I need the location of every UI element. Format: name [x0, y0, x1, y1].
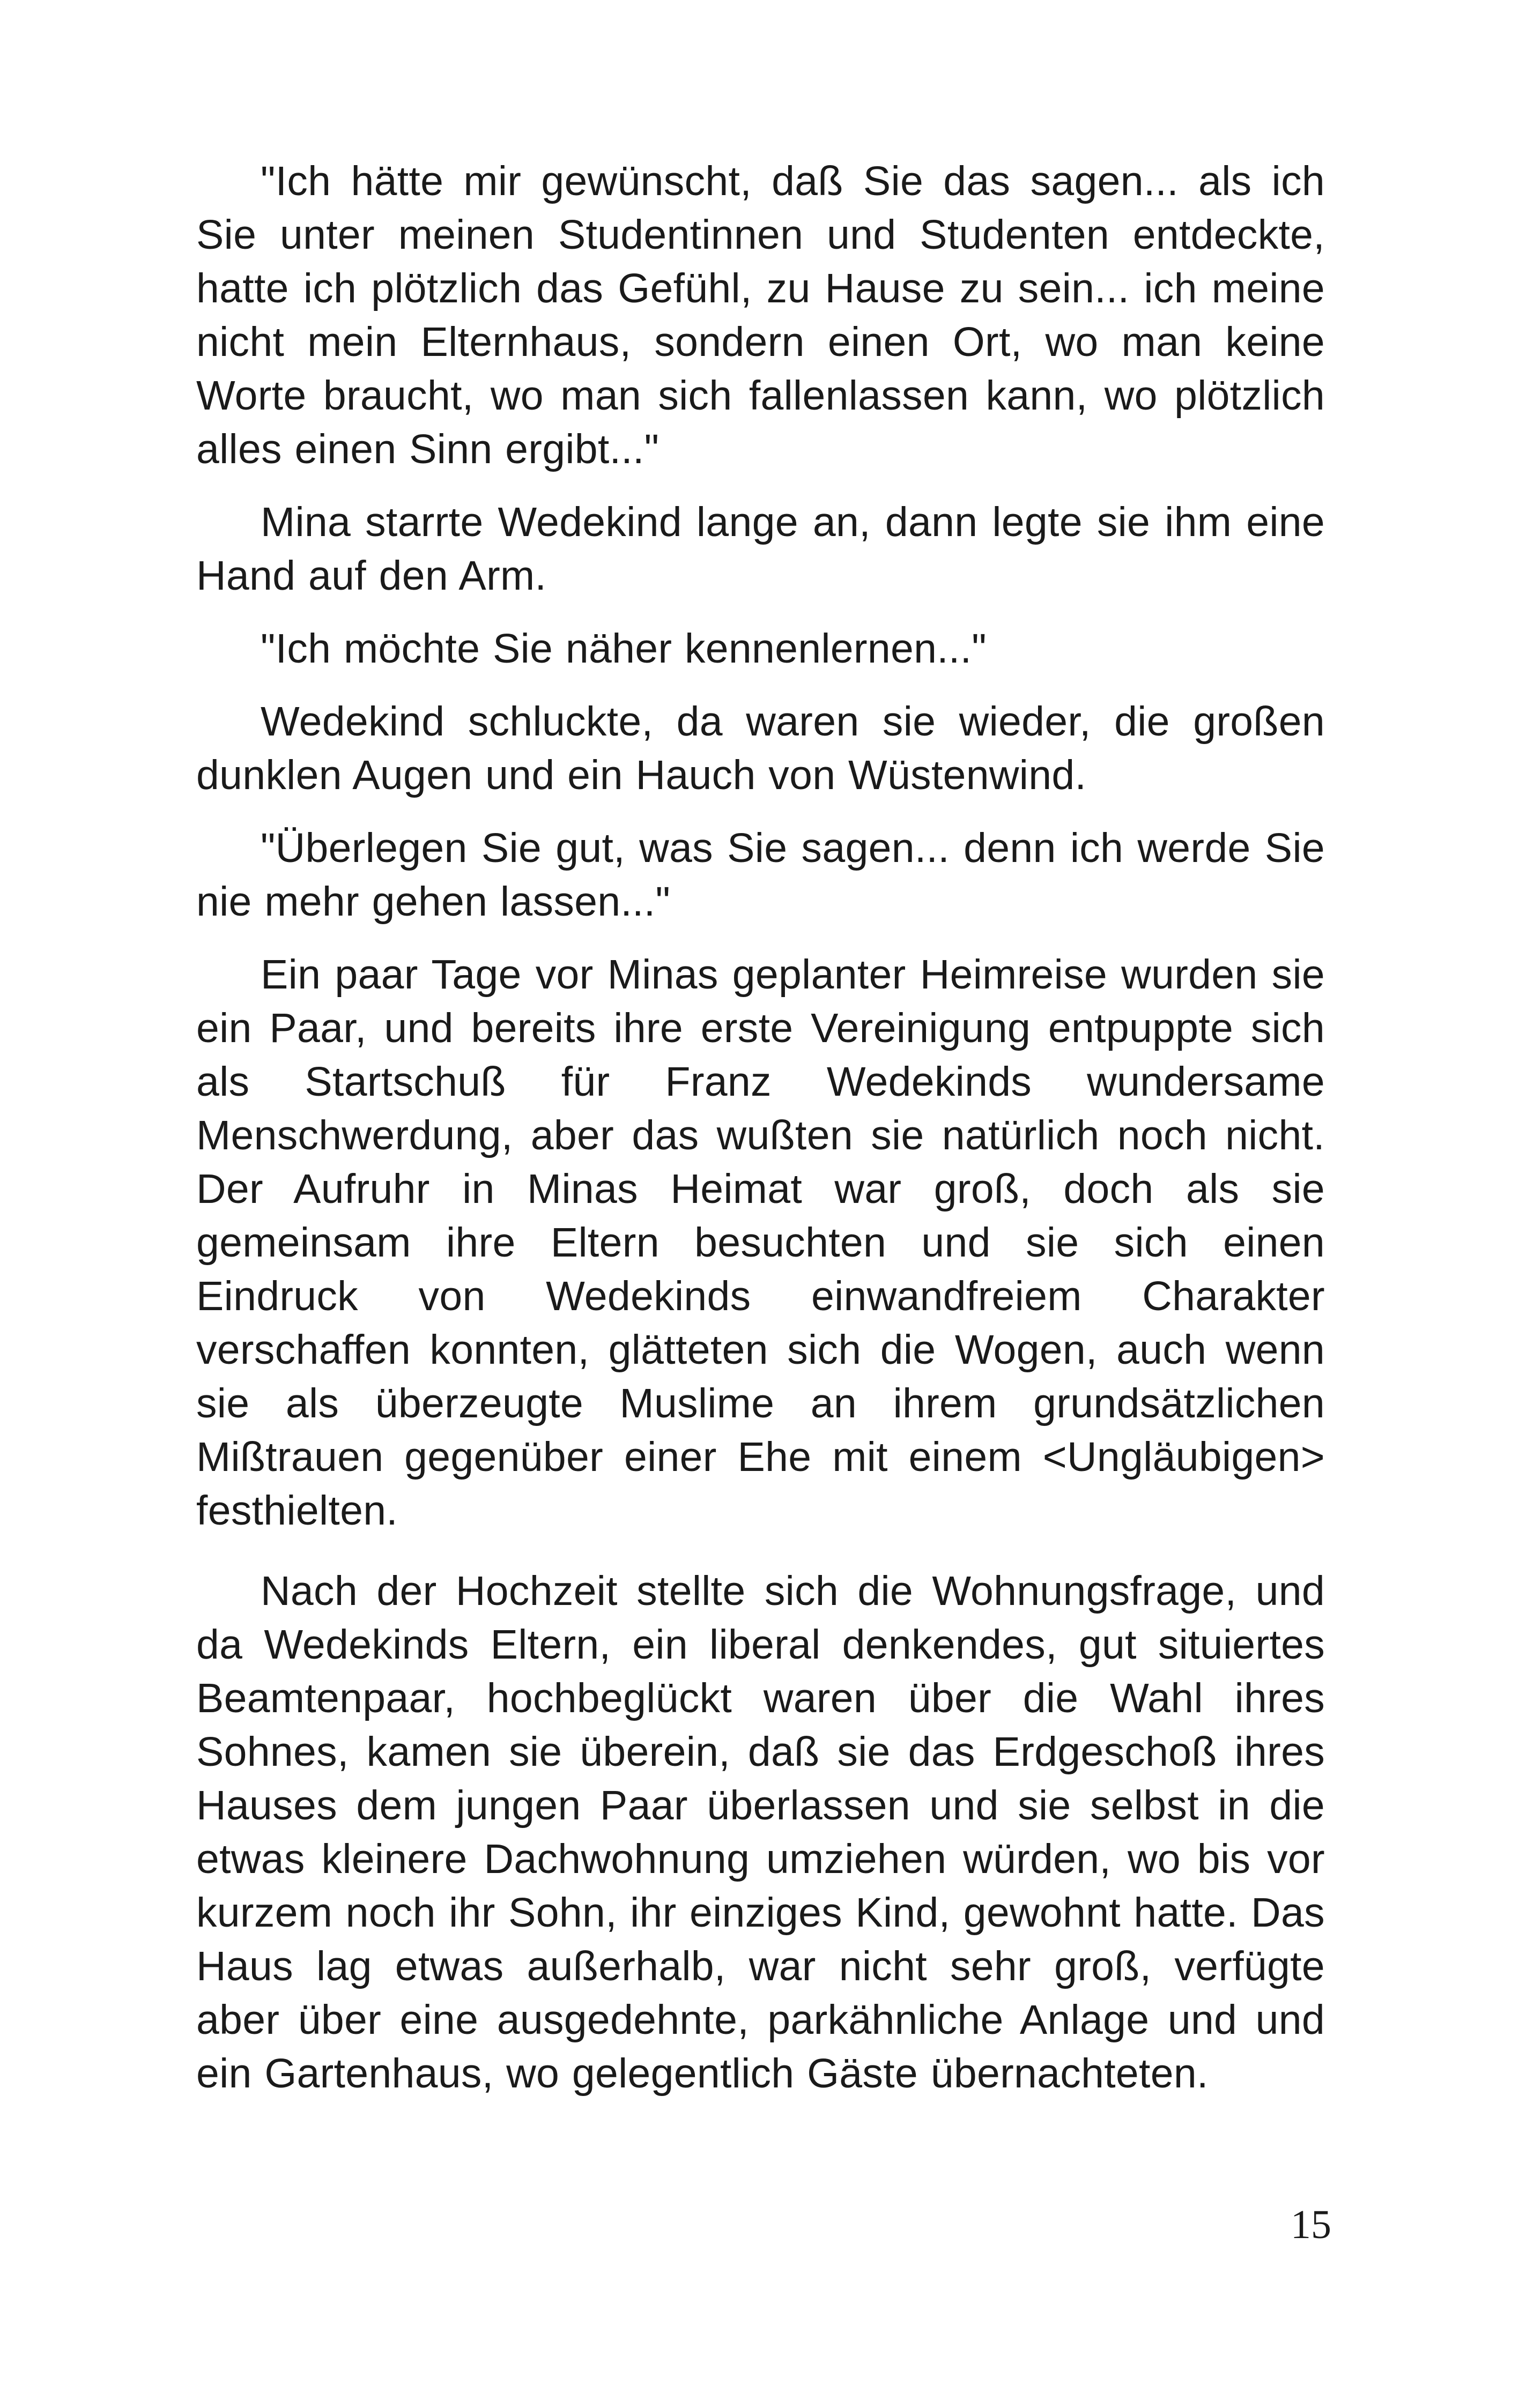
- paragraph: Wedekind schluckte, da waren sie wieder, die großen dunklen Augen und ein Hauch von Wüstenwind.: [196, 698, 1325, 798]
- paragraph: Nach der Hochzeit stellte sich die Wohnungsfrage, und da Wedekinds Eltern, ein liberal denkendes, gut situiertes Beamtenpaar, hochbeglückt waren über die Wahl ihres Sohnes, kamen sie überein, daß sie das Erdgeschoß ihres Hauses dem jungen Paar überlassen und sie selbst in die etwas kleinere Dachwohnung umziehen würden, wo bis vor kurzem noch ihr Sohn, ihr einziges Kind, gewohnt hatte. Das Haus lag etwas außerhalb, war nicht sehr groß, verfügte aber über eine ausgedehnte, parkähnliche Anlage und und ein Gartenhaus, wo gelegentlich Gäste übernachteten.: [196, 1568, 1325, 2097]
- page-number: 15: [1291, 2202, 1331, 2247]
- paragraph: Ein paar Tage vor Minas geplanter Heimreise wurden sie ein Paar, und bereits ihre erste Vereinigung entpuppte sich als Startschuß für Franz Wedekinds wundersame Menschwerdung, aber das wußten sie natürlich noch nicht. Der Aufruhr in Minas Heimat war groß, doch als sie gemeinsam ihre Eltern besuchten und sie sich einen Eindruck von Wedekinds einwandfreiem Charakter verschaffen konnten, glätteten sich die Wogen, auch wenn sie als überzeugte Muslime an ihrem grundsätzlichen Mißtrauen gegenüber einer Ehe mit einem <Ungläubigen> festhielten.: [196, 952, 1325, 1534]
- paragraph: "Überlegen Sie gut, was Sie sagen... denn ich werde Sie nie mehr gehen lassen...": [196, 825, 1325, 925]
- paragraph: Mina starrte Wedekind lange an, dann legte sie ihm eine Hand auf den Arm.: [196, 499, 1325, 599]
- paragraph: "Ich hätte mir gewünscht, daß Sie das sagen... als ich Sie unter meinen Studentinnen und Studenten entdeckte, hatte ich plötzlich das Gefühl, zu Hause zu sein... ich meine nicht mein Elternhaus, sondern einen Ort, wo man keine Worte braucht, wo man sich fallenlassen kann, wo plötzlich alles einen Sinn ergibt...": [196, 158, 1325, 472]
- body-text: [196, 154, 1325, 2120]
- paragraph: "Ich möchte Sie näher kennenlernen...": [261, 626, 987, 672]
